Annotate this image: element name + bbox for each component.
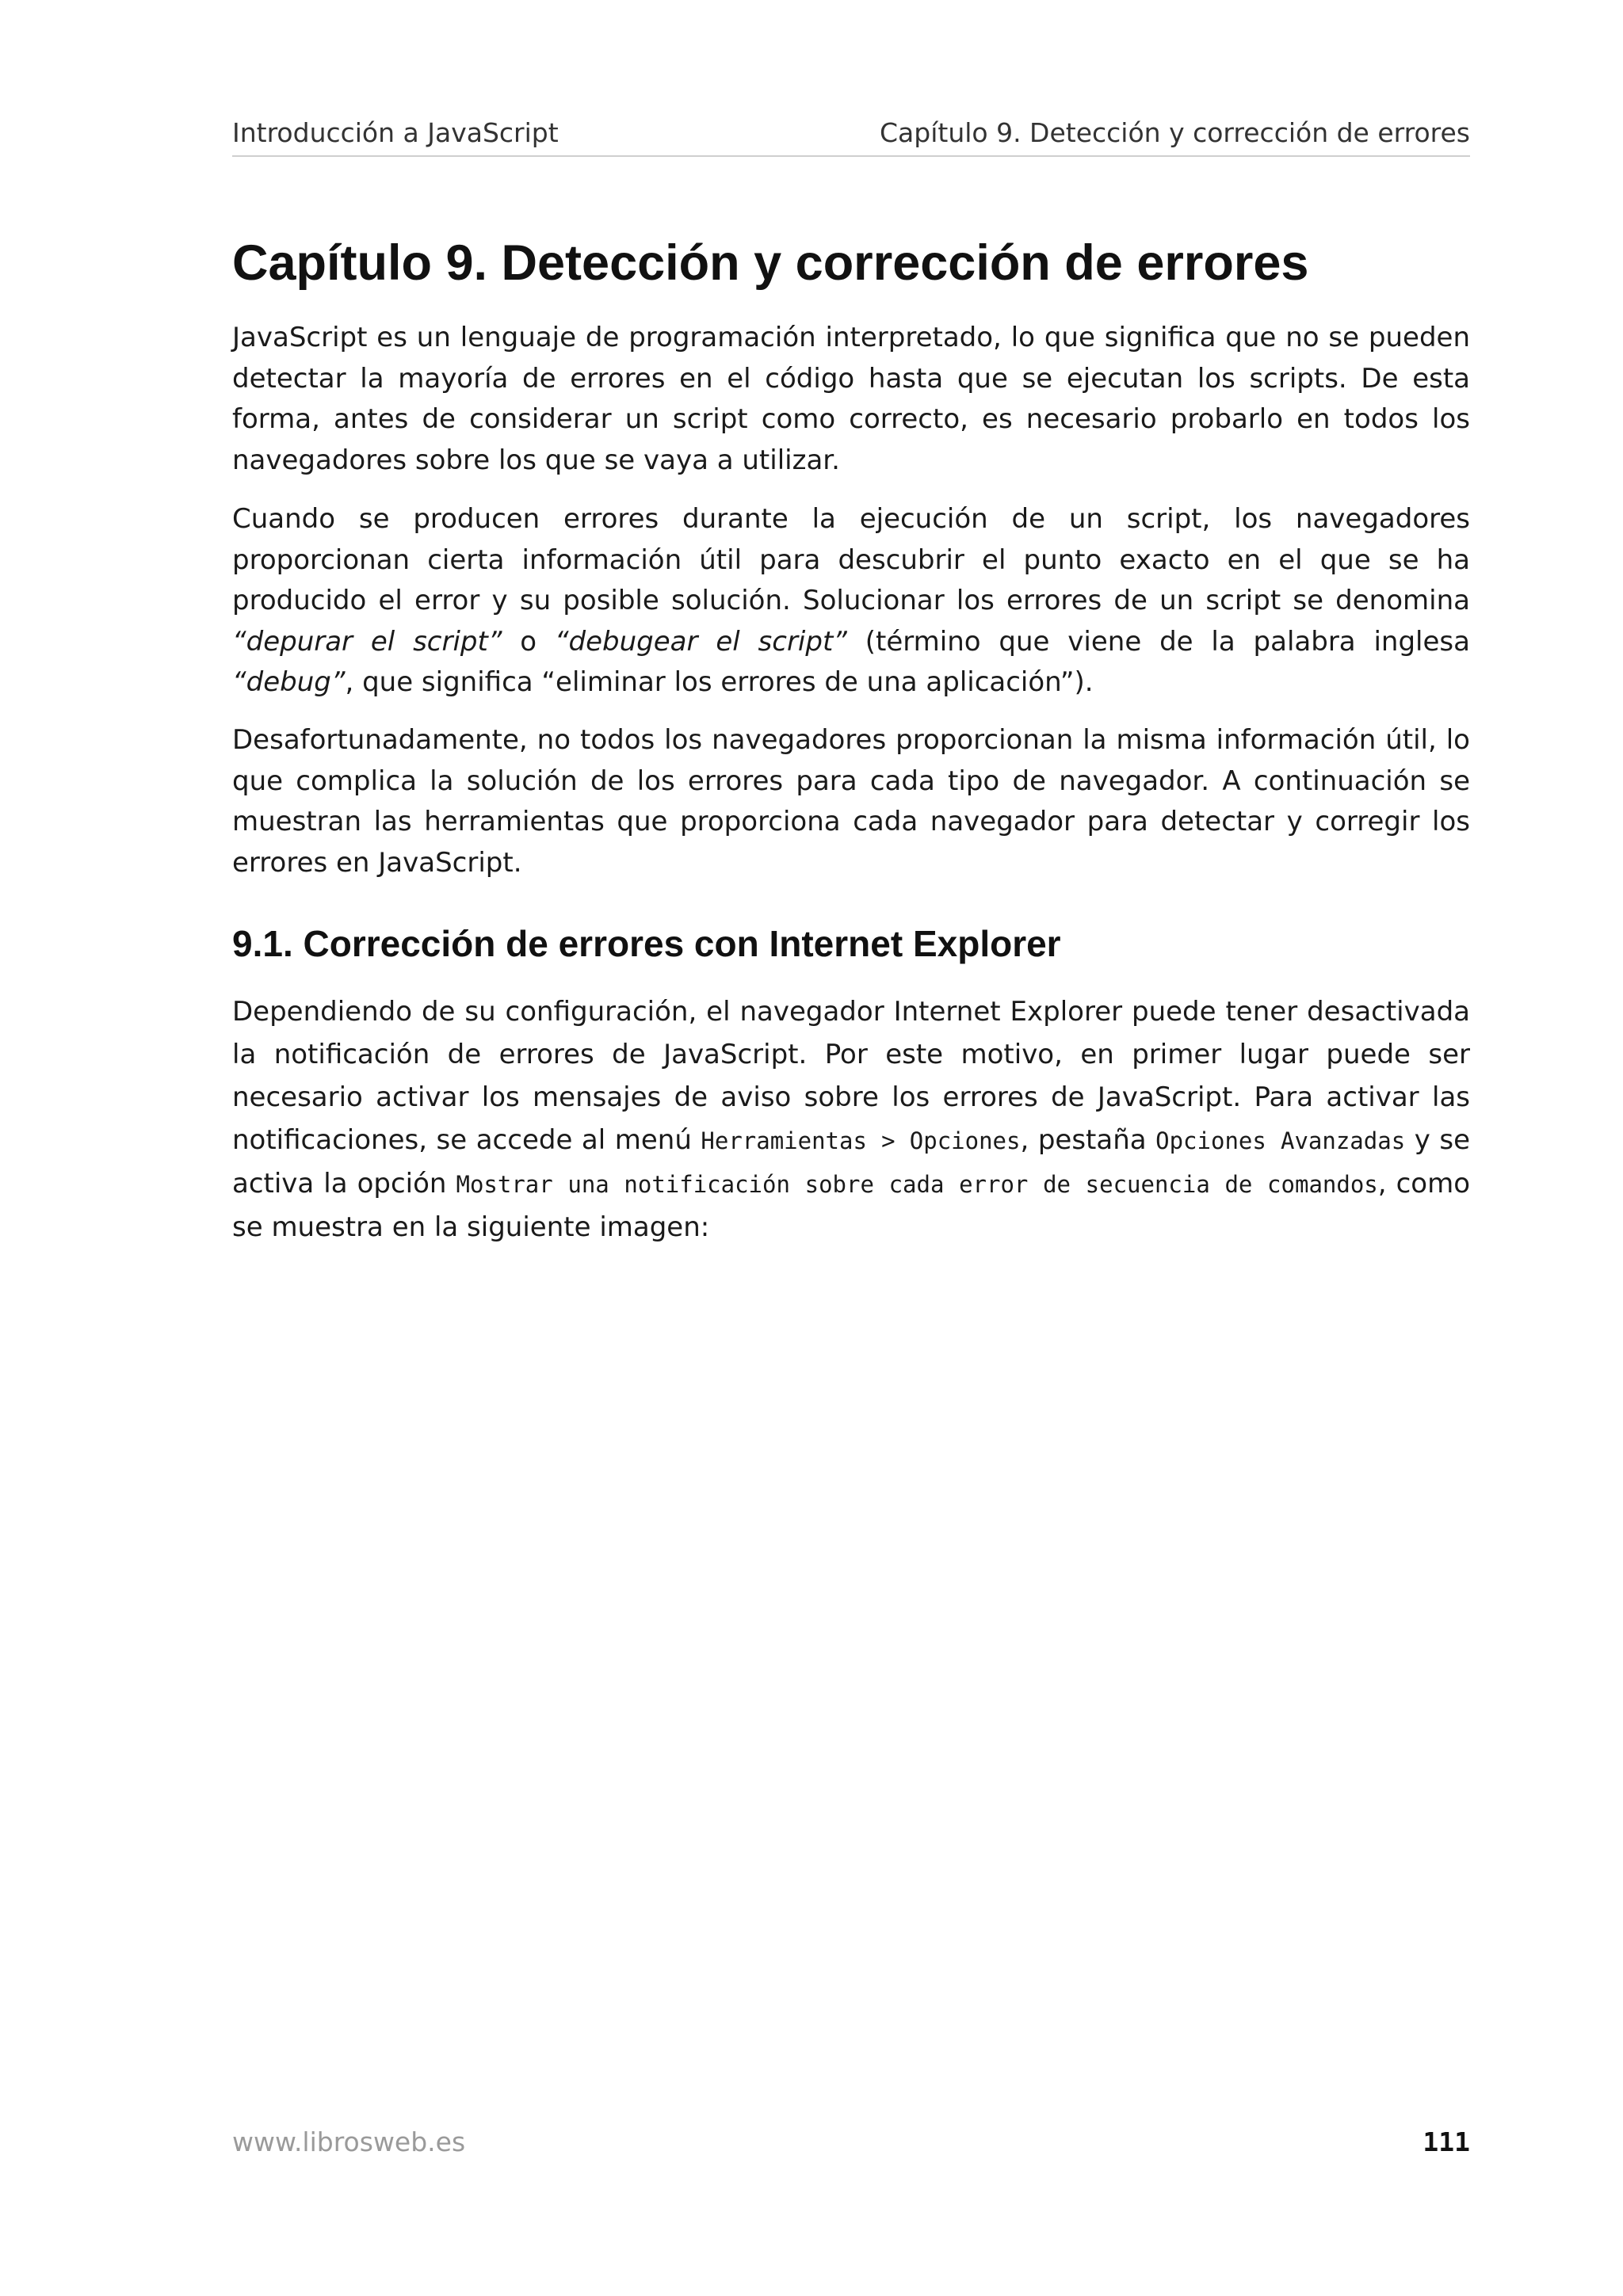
paragraph-text: y se activa la opción [232,1124,1470,1199]
paragraph-text: (término que viene de la palabra inglesa [846,625,1470,658]
paragraph-text: , como se muestra en la siguiente imagen: [232,1168,1470,1243]
paragraph-internet-explorer [232,990,1470,1249]
page-footer [232,2126,1470,2157]
chapter-title: Capítulo 9. Detección y corrección de errores [232,235,1309,291]
header-chapter-title: Capítulo 9. Detección y corrección de errores [880,117,1470,148]
running-header [232,117,1470,157]
page-number: 111 [1423,2126,1470,2157]
paragraph-text: Cuando se producen errores durante la ejecución de un script, los navegadores proporcionan cierta información útil para descubrir el punto exacto en el que se ha producido el error y su posible solución. Solucionar los errores de un script se denomina [232,503,1470,616]
paragraph-debugging [232,499,1470,704]
tab-name-code: Opciones Avanzadas [1155,1127,1406,1154]
paragraph-browsers: Desafortunadamente, no todos los navegadores proporcionan la misma información útil, lo que complica la solución de los errores para cada tipo de navegador. A continuación se muestran las herramientas que proporciona cada navegador para detectar y corregir los errores en JavaScript. [232,724,1470,879]
header-book-title: Introducción a JavaScript [232,117,559,148]
menu-path-code: Herramientas > Opciones [701,1127,1021,1154]
section-title: 9.1. Corrección de errores con Internet Explorer [232,923,1061,964]
term-debug: “debug” [232,666,346,698]
footer-url: www.librosweb.es [232,2126,466,2157]
term-depurar: “depurar el script” [232,625,502,658]
term-debugear: “debugear el script” [554,625,847,658]
paragraph-text: Dependiendo de su configuración, el navegador Internet Explorer puede tener desactivada la notificación de errores de JavaScript. Por este motivo, en primer lugar puede ser necesario activar los mensajes de aviso sobre los errores de JavaScript. Para activar las notificaciones, se accede al menú [232,996,1470,1156]
paragraph-text: , pestaña [1020,1124,1156,1156]
paragraph-intro: JavaScript es un lenguaje de programación interpretado, lo que significa que no se pueden detectar la mayoría de errores en el código hasta que se ejecutan los scripts. De esta forma, antes de considerar un script como correcto, es necesario probarlo en todos los navegadores sobre los que se vaya a utilizar. [232,322,1470,476]
option-name-code: Mostrar una notificación sobre cada error de secuencia de comandos [456,1171,1378,1198]
paragraph-text: , que significa “eliminar los errores de una aplicación”). [345,666,1094,698]
book-page [232,0,1470,2296]
paragraph-text: o [502,625,555,658]
